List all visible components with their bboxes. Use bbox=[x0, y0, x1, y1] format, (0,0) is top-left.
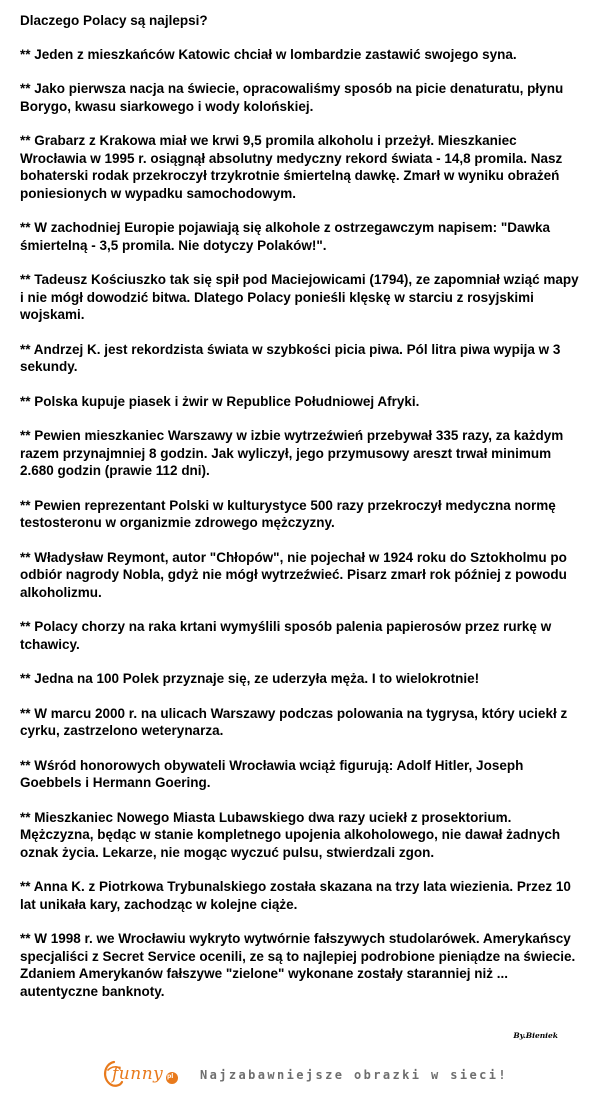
footer-slogan: Najzabawniejsze obrazki w sieci! bbox=[200, 1068, 508, 1082]
article-title: Dlaczego Polacy są najlepsi? bbox=[20, 13, 208, 28]
fact-item: ** Jedna na 100 Polek przyznaje się, ze uderzyła męża. I to wielokrotnie! bbox=[20, 671, 480, 686]
fact-item: ** Władysław Reymont, autor "Chłopów", nie pojechał w 1924 roku do Sztokholmu po odbiór nagrody Nobla, gdyż nie mógł wytrzeźwieć. Pisarz zmarł rok później z powodu alkoholizmu. bbox=[20, 549, 567, 600]
fact-item: ** Polska kupuje piasek i żwir w Republice Południowej Afryki. bbox=[20, 393, 420, 409]
fact-item: ** Pewien mieszkaniec Warszawy w izbie wytrzeźwień przebywał 335 razy, za każdym razem przynajmniej 8 godzin. Jak wyliczył, jego przymusowy areszt trwał minimum 2.680 godzin (prawie 112 dni). bbox=[20, 428, 564, 478]
site-logo[interactable] bbox=[100, 1056, 180, 1090]
fact-item: ** Andrzej K. jest rekordzista świata w szybkości picia piwa. Pól litra piwa wypija w 3 sekundy. bbox=[20, 341, 561, 374]
logo-wordmark: funny bbox=[112, 1064, 164, 1084]
fact-item: ** Jeden z mieszkańców Katowic chciał w lombardzie zastawić swojego syna. bbox=[20, 46, 517, 62]
logo-badge: pl bbox=[167, 1073, 174, 1080]
footer bbox=[0, 1050, 600, 1094]
fact-list bbox=[20, 46, 585, 1001]
fact-item: ** Tadeusz Kościuszko tak się spił pod Maciejowicami (1794), ze zapomniał wziąć mapy i nie mógł dowodzić bitwa. Dlatego Polacy ponieśli klęskę w starciu z rosyjskimi wojskami. bbox=[20, 272, 579, 322]
fact-item: ** Grabarz z Krakowa miał we krwi 9,5 promila alkoholu i przeżył. Mieszkaniec Wrocławia w 1995 r. osiągnął absolutny medyczny rekord świata - 14,8 promila. Nasz bohaterski rodak przekroczył trzykrotnie śmiertelną dawkę. Zmarł w wyniku obrażeń poniesionych w wypadku samochodowym. bbox=[20, 133, 563, 201]
fact-item: ** Anna K. z Piotrkowa Trybunalskiego została skazana na trzy lata wiezienia. Przez 10 lat unikała kary, zachodząc w kolejne ciąże. bbox=[20, 879, 571, 912]
author-signature: By.Bieniek bbox=[513, 1031, 558, 1040]
fact-item: ** Jako pierwsza nacja na świecie, opracowaliśmy sposób na picie denaturatu, płynu Borygo, kwasu siarkowego i wody kolońskiej. bbox=[20, 81, 564, 114]
fact-item: ** Pewien reprezentant Polski w kulturystyce 500 razy przekroczył medyczna normę testosteronu w organizmie zdrowego mężczyzny. bbox=[20, 497, 556, 530]
article bbox=[20, 12, 585, 1017]
fact-item: ** W zachodniej Europie pojawiają się alkohole z ostrzegawczym napisem: "Dawka śmiertelną - 3,5 promila. Nie dotyczy Polaków!". bbox=[20, 220, 551, 253]
fact-item: ** Polacy chorzy na raka krtani wymyślili sposób palenia papierosów przez rurkę w tchawicy. bbox=[20, 619, 552, 652]
fact-item: ** W 1998 r. we Wrocławiu wykryto wytwórnie fałszywych studolarówek. Amerykańscy specjaliści z Secret Service ocenili, ze są to najlepiej podrobione pieniądze na świecie. Zdaniem Amerykanów fałszywe "zielone" wykonane zostały staranniej niż ... autentyczne banknoty. bbox=[20, 931, 576, 999]
fact-item: ** Mieszkaniec Nowego Miasta Lubawskiego dwa razy uciekł z prosektorium. Mężczyzna, będąc w stanie kompletnego upojenia alkoholowego, nie dawał żadnych oznak życia. Lekarze, nie mogąc wyczuć pulsu, stwierdzali zgon. bbox=[20, 809, 561, 860]
fact-item: ** Wśród honorowych obywateli Wrocławia wciąż figurują: Adolf Hitler, Joseph Goebbels i Hermann Goering. bbox=[20, 757, 524, 790]
fact-item: ** W marcu 2000 r. na ulicach Warszawy podczas polowania na tygrysa, który uciekł z cyrku, zastrzelono weterynarza. bbox=[20, 705, 568, 738]
